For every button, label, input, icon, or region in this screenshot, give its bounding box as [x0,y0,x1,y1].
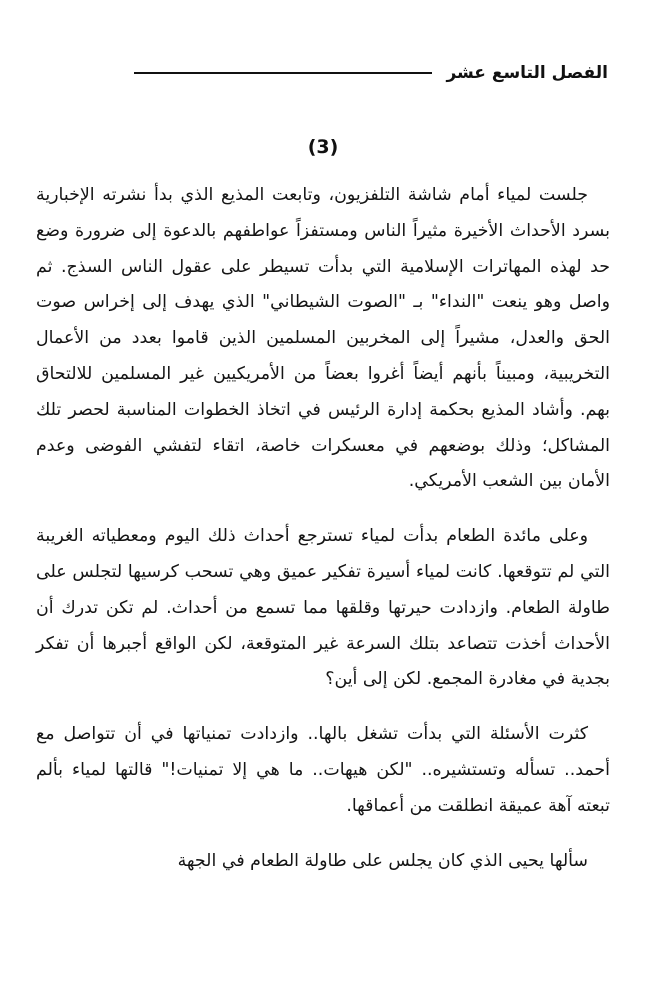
paragraph: كثرت الأسئلة التي بدأت تشغل بالها.. وازدادت تمنياتها في أن تتواصل مع أحمد.. تسأله وتستشيره.. "لكن هيهات.. ما هي إلا تمنيات!" قالتها لمياء بألم تبعته آهة عميقة انطلقت من أعماقها. [36,724,610,816]
section-number: (3) [307,136,339,158]
paragraph: سألها يحيى الذي كان يجلس على طاولة الطعام في الجهة [177,850,588,871]
header-rule [134,72,432,74]
running-header [134,56,608,90]
paragraph: جلست لمياء أمام شاشة التلفزيون، وتابعت المذيع الذي بدأ نشرته الإخبارية بسرد الأحداث الأخيرة مثيراً الناس ومستفزاً عواطفهم بالدعوة إلى ضرورة وضع حد لهذه المهاترات الإسلامية التي بدأت تسيطر على عقول الناس السذج. ثم واصل وهو ينعت "النداء" بـ "الصوت الشيطاني" الذي يهدف إلى إخراس صوت الحق والعدل، مشيراً إلى المخربين المسلمين الذين قاموا بعدد من الأعمال التخريبية، ومبيناً بأنهم أيضاً أغروا بعضاً من الأمريكيين غير المسلمين للالتحاق بهم. وأشاد المذيع بحكمة إدارة الرئيس في اتخاذ الخطوات المناسبة لحصر تلك المشاكل؛ وذلك بوضعهم في معسكرات خاصة، اتقاء لتفشي الفوضى وعدم الأمان بين الشعب الأمريكي. [36,185,610,492]
chapter-title: الفصل التاسع عشر [446,63,608,83]
body-text [36,178,610,879]
paragraph: وعلى مائدة الطعام بدأت لمياء تسترجع أحداث ذلك اليوم ومعطياته الغريبة التي لم تتوقعها. كانت لمياء أسيرة تفكير عميق وهي تسحب كرسيها لتجلس على طاولة الطعام. وازدادت حيرتها وقلقها مما تسمع من أحداث. لم تكن تدرك أن الأحداث أخذت تتصاعد بتلك السرعة غير المتوقعة، لكن الواقع أجبرها أن تفكر بجدية في مغادرة المجمع. لكن إلى أين؟ [36,526,610,690]
